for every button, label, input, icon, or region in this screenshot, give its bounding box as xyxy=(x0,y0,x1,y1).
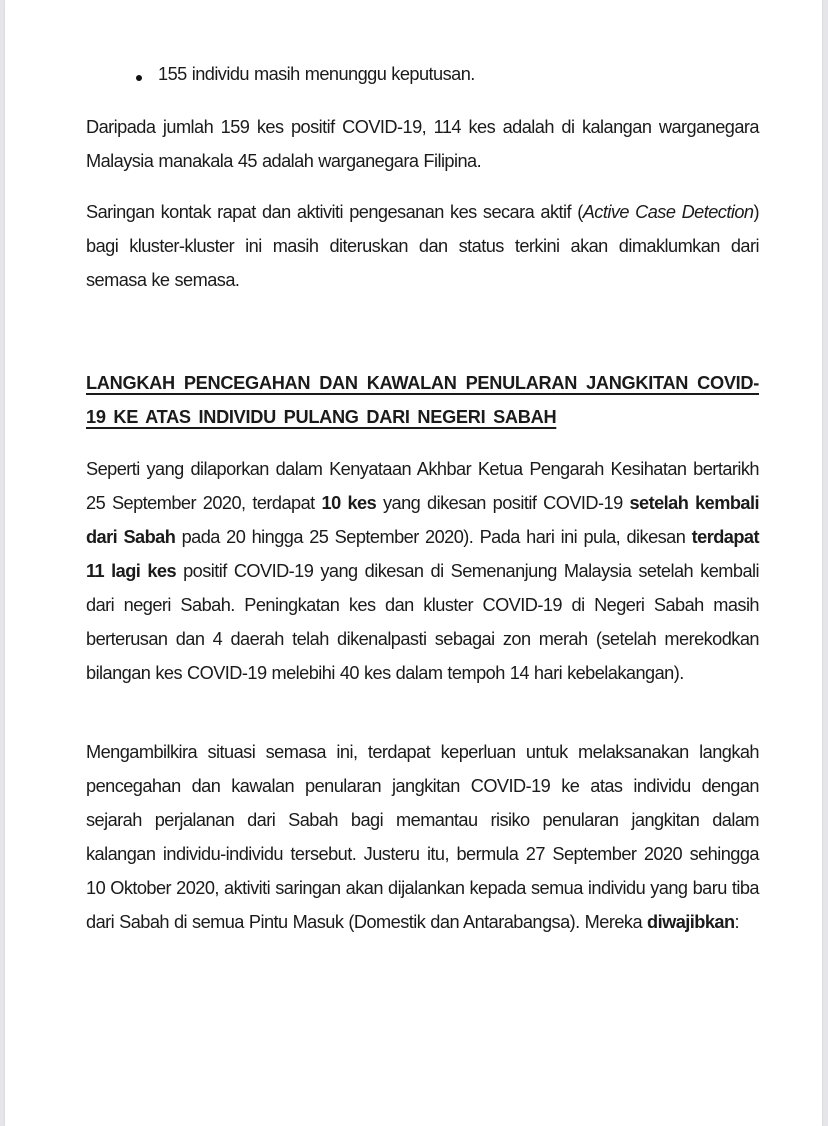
bold-text: setelah kembali dari Sabah xyxy=(86,493,759,547)
text-run: positif COVID-19 yang dikesan di Semenanjung Malaysia setelah kembali dari negeri Sabah. Peningkatan kes dan kluster COVID-19 di Negeri Sabah masih berterusan dan 4 daerah telah dikenalpasti sebagai zon merah (setelah merekodkan bilangan kes COVID-19 melebihi 40 kes dalam tempoh 14 hari kebelakangan). xyxy=(86,561,759,683)
text-run: Saringan kontak rapat dan aktiviti pengesanan kes secara aktif ( xyxy=(86,202,583,222)
bullet-list-item xyxy=(136,57,475,91)
text-run: pada 20 hingga 25 September 2020). Pada hari ini pula, dikesan xyxy=(175,527,692,547)
bold-text: 10 kes xyxy=(321,493,377,513)
text-run: Seperti yang dilaporkan dalam Kenyataan Akhbar Ketua Pengarah Kesihatan bertarikh 25 September 2020, terdapat xyxy=(86,459,759,513)
text-run: : xyxy=(734,912,740,932)
bullet-text: 155 individu masih menunggu keputusan. xyxy=(158,64,475,84)
document-page xyxy=(5,0,822,1126)
paragraph-screening-measures xyxy=(86,735,759,939)
bold-text: terdapat 11 lagi kes xyxy=(86,527,759,581)
text-run: ) bagi kluster-kluster ini masih diteruskan dan status terkini akan dimaklumkan dari semasa ke semasa. xyxy=(86,202,759,290)
text-run: yang dikesan positif COVID-19 xyxy=(376,493,630,513)
bold-text: diwajibkan xyxy=(647,912,735,932)
paragraph-case-breakdown: Daripada jumlah 159 kes positif COVID-19, 114 kes adalah di kalangan warganegara Malaysia manakala 45 adalah warganegara Filipina. xyxy=(86,117,759,171)
bullet-icon xyxy=(136,75,142,81)
italic-text: Active Case Detection xyxy=(582,202,754,222)
section-heading: LANGKAH PENCEGAHAN DAN KAWALAN PENULARAN JANGKITAN COVID-19 KE ATAS INDIVIDU PULANG DARI NEGERI SABAH xyxy=(86,373,759,427)
paragraph-sabah-cases xyxy=(86,452,759,690)
text-run: Mengambilkira situasi semasa ini, terdapat keperluan untuk melaksanakan langkah pencegahan dan kawalan penularan jangkitan COVID-19 ke atas individu dengan sejarah perjalanan dari Sabah bagi memantau risiko penularan jangkitan dalam kalangan individu-individu tersebut. Justeru itu, bermula 27 September 2020 sehingga 10 Oktober 2020, aktiviti saringan akan dijalankan kepada semua individu yang baru tiba dari Sabah di semua Pintu Masuk (Domestik dan Antarabangsa). Mereka xyxy=(86,742,759,932)
paragraph-active-case-detection xyxy=(86,195,759,297)
